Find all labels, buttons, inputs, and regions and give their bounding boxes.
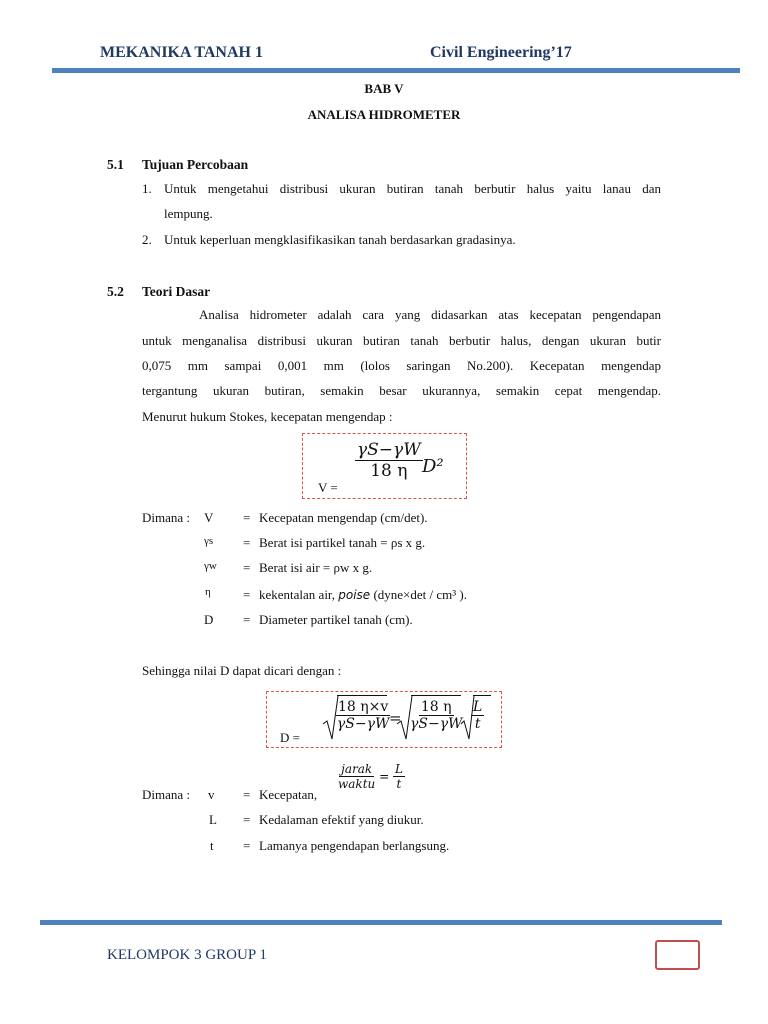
footer-rule xyxy=(40,920,722,925)
footer-left: KELOMPOK 3 GROUP 1 xyxy=(107,947,267,963)
list-item-text: Untuk mengetahui distribusi ukuran butiran tanah berbutir halus yaitu lanau dan xyxy=(164,181,661,196)
formula2-f3-numerator: L xyxy=(473,699,483,715)
defs2-label: Dimana : xyxy=(142,787,191,802)
formula1-lhs: V = xyxy=(318,480,338,495)
sqrt-overline xyxy=(411,695,461,696)
header-rule xyxy=(52,68,740,73)
formula2-f2-denominator: γS−γW xyxy=(410,716,463,732)
def-text xyxy=(259,587,467,603)
section1-title: Tujuan Percobaan xyxy=(142,157,249,172)
list-item-num: 2. xyxy=(142,232,152,247)
header-left: MEKANIKA TANAH 1 xyxy=(100,44,263,61)
velocity-fraction xyxy=(338,762,405,791)
def-symbol: V xyxy=(204,510,214,525)
formula2-f1-numerator: 18 η×v xyxy=(338,699,389,715)
list-item-num: 1. xyxy=(142,181,152,196)
formula1-factor: D² xyxy=(422,456,444,477)
def-text: Diameter partikel tanah (cm). xyxy=(259,612,413,627)
formula2-fraction2 xyxy=(410,699,462,732)
list-item-text: Untuk keperluan mengklasifikasikan tanah berdasarkan gradasinya. xyxy=(164,232,516,247)
def-symbol: γs xyxy=(204,535,214,547)
section2-title: Teori Dasar xyxy=(142,284,211,299)
def-equals: = xyxy=(243,587,251,602)
def-equals: = xyxy=(243,535,251,550)
def-equals: = xyxy=(243,787,251,802)
formula2-fraction3 xyxy=(471,699,484,732)
formula2-f2-numerator: 18 η xyxy=(420,699,452,715)
velocity-L: L xyxy=(394,762,403,776)
page-number-box xyxy=(655,940,700,970)
def-text: Kecepatan mengendap (cm/det). xyxy=(259,510,428,525)
formula1-denominator: 18 η xyxy=(370,461,408,481)
header-right: Civil Engineering’17 xyxy=(430,44,572,61)
sqrt-overline xyxy=(337,695,387,696)
def-text: Berat isi air = ρw x g. xyxy=(259,560,373,575)
paragraph-line: 0,075 mm sampai 0,001 mm (lolos saringan No.200). Kecepatan mengendap xyxy=(142,358,661,373)
def-text-italic: poise xyxy=(338,588,371,602)
formula1-numerator: γS−γW xyxy=(357,440,421,460)
def-text-pre: kekentalan air, xyxy=(259,587,335,602)
formula2-f3-denominator: t xyxy=(474,716,481,732)
paragraph-line: tergantung ukuran butiran, semakin besar ukurannya, semakin cepat mengendap. xyxy=(142,383,661,398)
chapter-title: ANALISA HIDROMETER xyxy=(307,107,461,122)
section2-num: 5.2 xyxy=(107,284,124,299)
def-text: Kecepatan, xyxy=(259,787,318,802)
def-symbol: D xyxy=(204,612,214,627)
def-text-post: (dyne×det / cm³ ). xyxy=(373,587,467,602)
defs1-label: Dimana : xyxy=(142,510,191,525)
list-item-text-cont: lempung. xyxy=(164,206,213,221)
def-symbol: γw xyxy=(204,560,217,572)
def-equals: = xyxy=(243,510,251,525)
def-text: Berat isi partikel tanah = ρs x g. xyxy=(259,535,426,550)
section1-num: 5.1 xyxy=(107,157,124,172)
chapter-number: BAB V xyxy=(364,81,404,96)
formula2-fraction1 xyxy=(336,699,390,732)
velocity-t: t xyxy=(396,777,402,791)
formula1-fraction xyxy=(355,440,423,481)
formula2-intro: Sehingga nilai D dapat dicari dengan : xyxy=(142,663,342,678)
paragraph-line: Menurut hukum Stokes, kecepatan mengendap : xyxy=(142,409,393,424)
def-symbol: v xyxy=(208,787,215,802)
def-text: Lamanya pengendapan berlangsung. xyxy=(259,838,450,853)
velocity-denominator: waktu xyxy=(338,777,376,791)
paragraph-line: Analisa hidrometer adalah cara yang didasarkan atas kecepatan pengendapan xyxy=(199,307,661,322)
formula2-lhs: D = xyxy=(280,730,300,745)
velocity-numerator: jarak xyxy=(341,762,373,776)
def-equals: = xyxy=(243,612,251,627)
def-symbol: η xyxy=(205,586,211,598)
formula2-equals: = xyxy=(389,709,402,727)
sqrt-overline xyxy=(473,695,491,696)
def-equals: = xyxy=(243,838,251,853)
def-text: Kedalaman efektif yang diukur. xyxy=(259,812,424,827)
def-equals: = xyxy=(243,812,251,827)
paragraph-line: untuk menganalisa distribusi ukuran butiran tanah berbutir halus, dengan ukuran butir xyxy=(142,333,661,348)
def-symbol: t xyxy=(210,838,214,853)
formula2-f1-denominator: γS−γW xyxy=(336,716,390,732)
def-equals: = xyxy=(243,560,251,575)
velocity-equals: = xyxy=(379,769,390,784)
def-symbol: L xyxy=(209,812,217,827)
